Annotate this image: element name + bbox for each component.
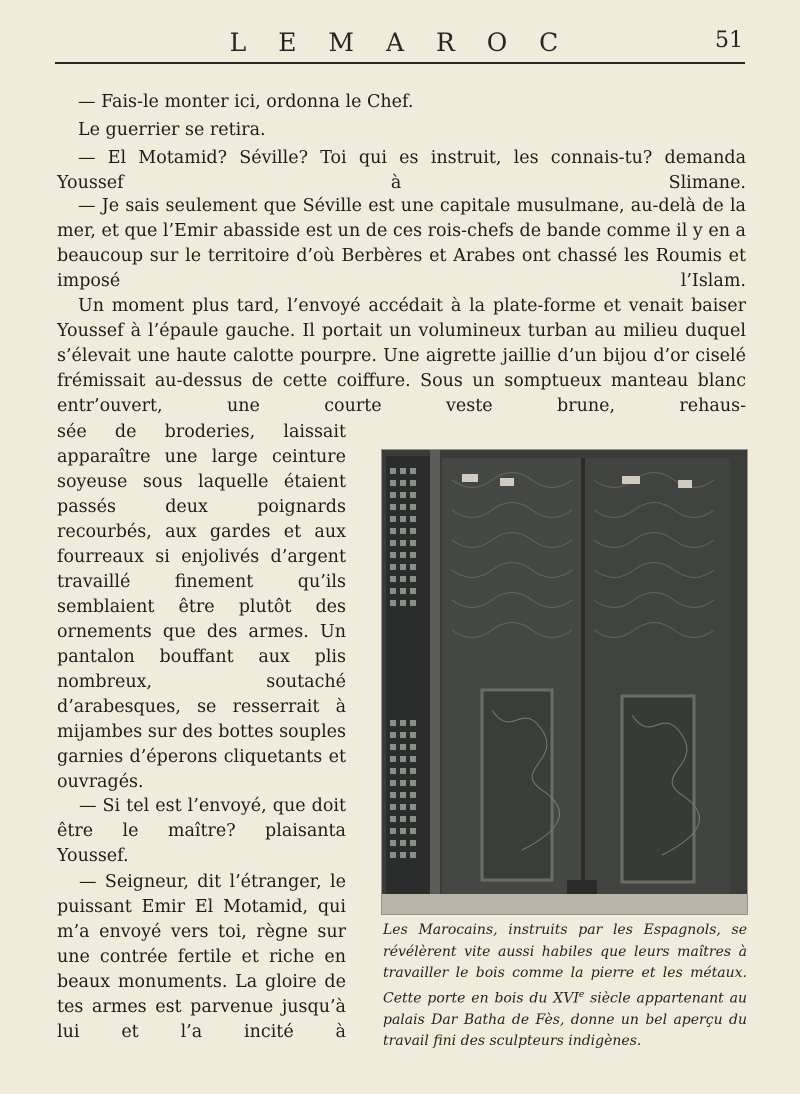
carved-door-photo [381,449,748,915]
paragraph-5: Un moment plus tard, l’envoyé accédait à la plate-forme et venait baiser Youssef à l’épaule gauche. Il portait un volumineux turban au milieu duquel s’élevait une haute calotte pourpre. Une aigrette jaillie d’un bijou d’or ciselé frémissait au-dessus de cette coiffure. Sous un somptueux manteau blanc entr’ouvert, une courte veste brune, rehaus- [57,296,746,416]
paragraph-2: Le guerrier se retira. [78,120,266,140]
paragraph-3: — El Motamid? Séville? Toi qui es instruit, les connais-tu? demanda Youssef à Slimane. [57,148,746,193]
paragraph-4: — Je sais seulement que Séville est une capitale musulmane, au-delà de la mer, et que l’Emir abasside est un de ces rois-chefs de bande comme il y en a beaucoup sur le territoire d’où Berbères et Arabes ont chassé les Roumis et imposé l’Islam. [57,196,746,291]
running-title: L E M A R O C [229,28,571,57]
paragraph-7: — Si tel est l’envoyé, que doit être le maître? plaisanta Youssef. [57,796,346,866]
paragraph-6: sée de broderies, laissait apparaître une large ceinture soyeuse sous laquelle étaient passés deux poignards recourbés, aux gardes et aux fourreaux si enjolivés d’argent travaillé finement qu’ils semblaient être plutôt des ornements que des armes. Un pantalon bouffant aux plis nombreux, soutaché d’arabesques, se resserrait à mijambes sur des bottes souples garnies d’éperons cliquetants et ouvragés. [57,422,346,792]
figure-caption [383,920,747,1053]
caption-superscript: e [578,989,585,1000]
paragraph-8: — Seigneur, dit l’étranger, le puissant Emir El Motamid, qui m’a envoyé vers toi, règne sur une contrée fertile et riche en beaux monuments. La gloire de tes armes est parvenue jusqu’à lui et l’a incité à [57,872,346,1042]
page-number: 51 [715,28,743,53]
door-illustration [382,450,747,914]
paragraph-1: — Fais-le monter ici, ordonna le Chef. [78,92,414,112]
caption-text-1: Les Marocains, instruits par les Espagnols, se révélèrent vite aussi habiles que leurs maîtres à travailler le bois comme la pierre et les métaux. Cette porte en bois du XVI [383,922,747,1007]
running-header [55,26,745,64]
caption-text-2: siècle appartenant au palais Dar Batha de Fès, donne un bel aperçu du travail fini des sculpteurs indigènes. [383,990,747,1050]
